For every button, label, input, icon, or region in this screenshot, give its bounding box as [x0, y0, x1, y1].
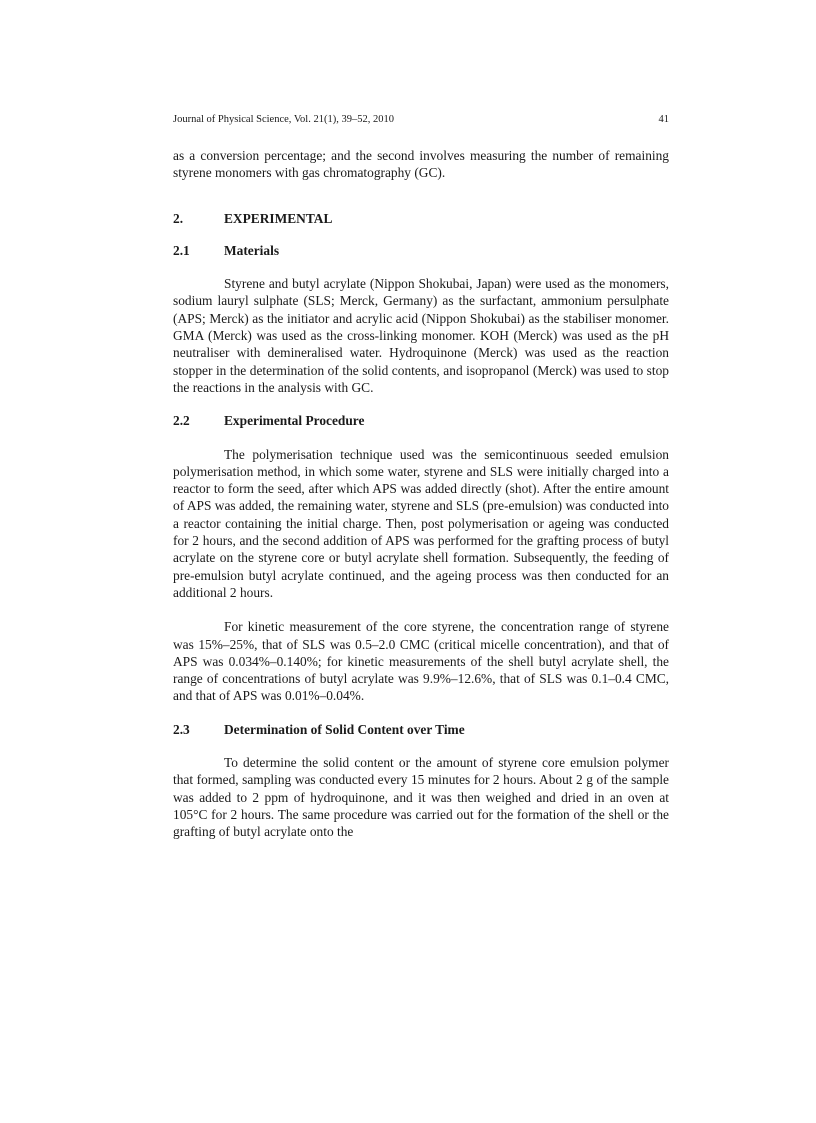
- solid-content-paragraph: To determine the solid content or the amount of styrene core emulsion polymer that formed, sampling was conducted every 15 minutes for 2 hours. About 2 g of the sample was added to 2 ppm of hydroquinone, and it was then weighed and dried in an oven at 105°C for 2 hours. The same procedure was carried out for the formation of the shell or the grafting of butyl acrylate onto the: [173, 755, 669, 840]
- procedure-paragraph-1: The polymerisation technique used was the semicontinuous seeded emulsion polymerisation method, in which some water, styrene and SLS were initially charged into a reactor to form the seed, after which APS was added directly (shot). After the entire amount of APS was added, the remaining water, styrene and SLS (pre-emulsion) was conducted into a reactor containing the initial charge. Then, post polymerisation or ageing was conducted for 2 hours, and the second addition of APS was performed for the grafting process of butyl acrylate on the styrene core or butyl acrylate shell formation. Subsequently, the feeding of pre-emulsion butyl acrylate continued, and the ageing process was then conducted for an additional 2 hours.: [173, 446, 669, 600]
- intro-paragraph: as a conversion percentage; and the second involves measuring the number of remaining styrene monomers with gas chromatography (GC).: [173, 148, 669, 181]
- body-text: [173, 147, 669, 841]
- subsection-number: 2.2: [173, 413, 190, 429]
- page-number: 41: [658, 114, 669, 125]
- subsection-title: Determination of Solid Content over Time: [224, 721, 465, 737]
- subsection-heading-materials: [173, 242, 669, 259]
- section-heading-experimental: [173, 210, 669, 227]
- subsection-heading-procedure: [173, 412, 669, 429]
- subsection-number: 2.3: [173, 721, 190, 737]
- subsection-number: 2.1: [173, 242, 190, 258]
- subsection-title: Experimental Procedure: [224, 413, 365, 429]
- journal-citation: Journal of Physical Science, Vol. 21(1), 39–52, 2010: [173, 114, 394, 125]
- subsection-heading-solid-content: [173, 721, 669, 738]
- running-header: [173, 113, 669, 127]
- materials-paragraph: Styrene and butyl acrylate (Nippon Shokubai, Japan) were used as the monomers, sodium lauryl sulphate (SLS; Merck, Germany) as the surfactant, ammonium persulphate (APS; Merck) as the initiator and acrylic acid (Nippon Shokubai) as the stabiliser monomer. GMA (Merck) was used as the cross-linking monomer. KOH (Merck) was used as the pH neutraliser with demineralised water. Hydroquinone (Merck) was used as the reaction stopper in the determination of the solid contents, and isopropanol (Merck) was used to stop the reactions in the analysis with GC.: [173, 276, 669, 395]
- section-title: EXPERIMENTAL: [224, 210, 333, 226]
- section-number: 2.: [173, 210, 184, 226]
- subsection-title: Materials: [224, 242, 280, 258]
- procedure-paragraph-2: For kinetic measurement of the core styrene, the concentration range of styrene was 15%–25%, that of SLS was 0.5–2.0 CMC (critical micelle concentration), and that of APS was 0.034%–0.140%; for kinetic measurements of the shell butyl acrylate shell, the range of concentrations of butyl acrylate was 9.9%–12.6%, that of SLS was 0.1–0.4 CMC, and that of APS was 0.01%–0.04%.: [173, 619, 669, 704]
